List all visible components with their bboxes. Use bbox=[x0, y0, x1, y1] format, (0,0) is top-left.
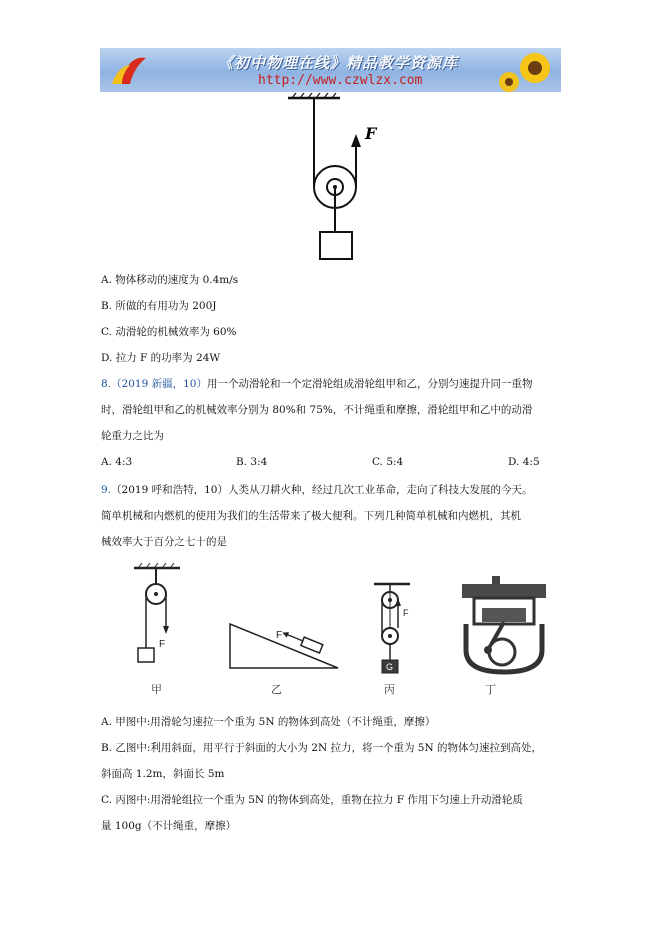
figure-ding-engine bbox=[458, 572, 550, 676]
figure-yi bbox=[228, 612, 340, 672]
q8-line3: 轮重力之比为 bbox=[101, 430, 164, 442]
caption-yi: 乙 bbox=[271, 683, 282, 696]
sunflower-icon bbox=[495, 48, 561, 92]
q7-option-a: A. 物体移动的速度为 0.4m/s bbox=[101, 274, 239, 286]
q9-line3: 械效率大于百分之七十的是 bbox=[101, 536, 227, 548]
jia-force-label: F bbox=[159, 639, 166, 650]
weight-block bbox=[320, 232, 352, 259]
caption-bing: 丙 bbox=[384, 683, 395, 696]
figure-jia bbox=[128, 562, 188, 666]
banner-url[interactable]: http://www.czwlzx.com bbox=[258, 73, 423, 88]
q8-text1: 用一个动滑轮和一个定滑轮组成滑轮组甲和乙，分别匀速提升同一重物 bbox=[206, 378, 533, 390]
q8-source: （2019 新疆，10） bbox=[111, 378, 207, 390]
q9-text1: 人类从刀耕火种，经过几次工业革命，走向了科技大发展的今天。 bbox=[227, 484, 533, 496]
q7-option-b: B. 所做的有用功为 200J bbox=[101, 300, 217, 312]
banner-title: 《初中物理在线》精品教学资源库 bbox=[218, 54, 459, 72]
pulley-figure bbox=[280, 92, 390, 262]
force-arrow-icon bbox=[351, 134, 361, 147]
q9-line1 bbox=[101, 483, 532, 497]
q9-number: 9. bbox=[101, 484, 112, 496]
logo-icon bbox=[100, 48, 160, 92]
bing-force-label: F bbox=[403, 608, 409, 618]
q9-line2: 简单机械和内燃机的使用为我们的生活带来了极大便利。下列几种简单机械和内燃机，其机 bbox=[101, 510, 521, 522]
q8-option-d: D. 4:5 bbox=[508, 456, 540, 468]
caption-jia: 甲 bbox=[151, 683, 162, 696]
q8-line2: 时，滑轮组甲和乙的机械效率分别为 80%和 75%，不计绳重和摩擦，滑轮组甲和乙中的动滑 bbox=[101, 404, 533, 416]
q8-option-c: C. 5:4 bbox=[372, 456, 404, 468]
bing-weight-label: G bbox=[386, 662, 394, 672]
q9-source: （2019 呼和浩特，10） bbox=[111, 484, 228, 496]
q9-option-b-line2: 斜面高 1.2m，斜面长 5m bbox=[101, 768, 225, 780]
q8-option-b: B. 3:4 bbox=[236, 456, 268, 468]
q9-option-c-line1: C. 丙图中:用滑轮组拉一个重为 5N 的物体到高处，重物在拉力 F 作用下匀速上升动滑轮质 bbox=[101, 794, 523, 806]
force-label: F bbox=[365, 124, 377, 143]
q9-option-a: A. 甲图中:用滑轮匀速拉一个重为 5N 的物体到高处（不计绳重，摩擦） bbox=[101, 716, 436, 728]
figure-bing bbox=[370, 580, 414, 676]
q8-number: 8. bbox=[101, 378, 112, 390]
q9-option-c-line2: 量 100g（不计绳重，摩擦） bbox=[101, 820, 237, 832]
yi-force-label: F bbox=[276, 630, 283, 641]
q8-option-a: A. 4:3 bbox=[101, 456, 133, 468]
header-banner bbox=[100, 48, 561, 92]
q9-option-b-line1: B. 乙图中:利用斜面，用平行于斜面的大小为 2N 拉力，将一个重为 5N 的物体匀速拉到高处， bbox=[101, 742, 543, 754]
q7-option-d: D. 拉力 F 的功率为 24W bbox=[101, 352, 221, 364]
q8-line1 bbox=[101, 377, 532, 391]
q7-option-c: C. 动滑轮的机械效率为 60% bbox=[101, 326, 237, 338]
caption-ding: 丁 bbox=[485, 683, 496, 696]
